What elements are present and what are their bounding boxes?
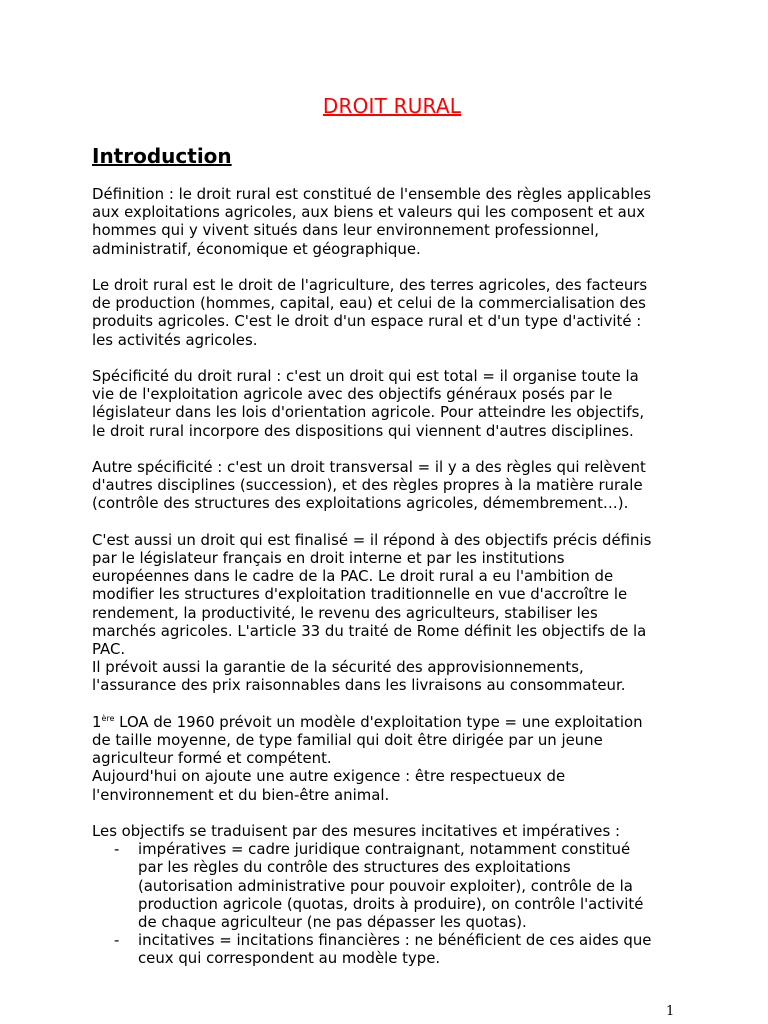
- loa-text: LOA de 1960 prévoit un modèle d'exploitation type = une exploitation de taille moyenne, de type familial qui doit être dirigée par un jeune agriculteur formé et compétent.: [92, 712, 643, 768]
- document-title: DROIT RURAL: [322, 94, 462, 118]
- paragraph-today: Aujourd'hui on ajoute une autre exigence : être respectueux de l'environnement et du bien-être animal.: [92, 767, 566, 804]
- paragraph-guarantee: Il prévoit aussi la garantie de la sécurité des approvisionnements, l'assurance des prix raisonnables dans les livraisons au consommateur.: [92, 658, 626, 695]
- bullet-dash: -: [114, 840, 120, 859]
- list-item-text: impératives = cadre juridique contraignant, notamment constitué par les règles du contrôle des structures des exploitations (autorisation administrative pour pouvoir exploiter), contrôle de la production agricole (quotas, droits à produire), on contrôle l'activité de chaque agriculteur (ne pas dépasser les quotas).: [138, 840, 644, 932]
- list-item-imperatives: [92, 840, 692, 931]
- loa-superscript: ère: [101, 713, 115, 723]
- paragraph-definition: Définition : le droit rural est constitué de l'ensemble des règles applicables aux exploitations agricoles, aux biens et valeurs qui les composent et aux hommes qui y vivent situés dans leur environnement professionnel, administratif, économique et géographique.: [92, 185, 652, 258]
- paragraph-specificity-transversal: Autre spécificité : c'est un droit transversal = il y a des règles qui relèvent d'autres disciplines (succession), et des règles propres à la matière rurale (contrôle des structures des exploitations agricoles, démembrement…).: [92, 458, 646, 513]
- paragraph-agriculture-law: Le droit rural est le droit de l'agriculture, des terres agricoles, des facteurs de production (hommes, capital, eau) et celui de la commercialisation des produits agricoles. C'est le droit d'un espace rural et d'un type d'activité : les activités agricoles.: [92, 276, 648, 349]
- document-body: [92, 185, 692, 968]
- bullet-dash: -: [114, 931, 120, 950]
- paragraph-objectives-intro: Les objectifs se traduisent par des mesures incitatives et impératives :: [92, 822, 620, 841]
- section-heading: Introduction: [92, 144, 232, 168]
- loa-number: 1: [92, 712, 102, 731]
- paragraph-loa-1960: [92, 713, 692, 768]
- paragraph-finalized: C'est aussi un droit qui est finalisé = il répond à des objectifs précis définis par le législateur français en droit interne et par les institutions européennes dans le cadre de la PAC. Le droit rural a eu l'ambition de modifier les structures d'exploitation traditionnelle en vue d'accroître le rendement, la productivité, le revenu des agriculteurs, stabiliser les marchés agricoles. L'article 33 du traité de Rome définit les objectifs de la PAC.: [92, 530, 652, 659]
- paragraph-specificity-total: Spécificité du droit rural : c'est un droit qui est total = il organise toute la vie de l'exploitation agricole avec des objectifs généraux posés par le législateur dans les lois d'orientation agricole. Pour atteindre les objectifs, le droit rural incorpore des dispositions qui viennent d'autres disciplines.: [92, 367, 645, 440]
- list-item-incitatives: [92, 931, 692, 967]
- objectives-list: [92, 840, 692, 967]
- page-number: 1: [666, 1004, 675, 1019]
- list-item-text: incitatives = incitations financières : ne bénéficient de ces aides que ceux qui correspondent au modèle type.: [138, 931, 652, 968]
